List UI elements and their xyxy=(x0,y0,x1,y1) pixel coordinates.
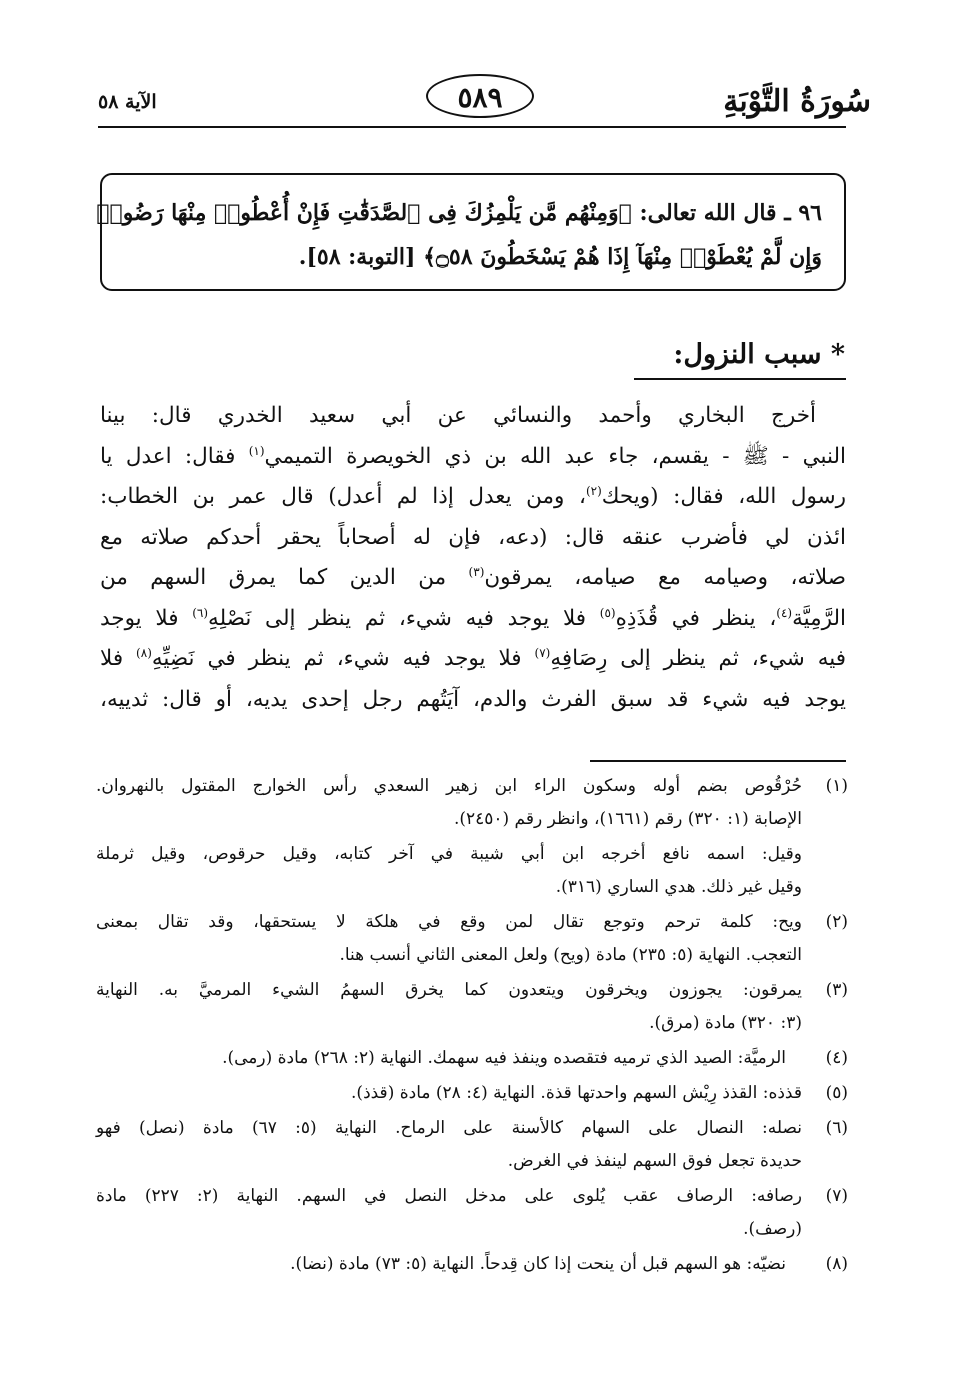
page-number-badge: ٥٨٩ xyxy=(426,74,534,118)
body-span: فيه شيء، ثم ينظر إلى رِصَافِهِ xyxy=(550,646,846,671)
body-line xyxy=(100,599,846,640)
verse-text-1: ﴿وَمِنْهُم مَّن يَلْمِزُكَ فِى ٱلصَّدَقَٰتِ فَإِنْ أُعْطُوا۟ مِنْهَا رَضُوا۟ xyxy=(96,200,632,226)
body-span: النبي - ﷺ - يقسم، جاء عبد الله بن ذي الخويصرة التميمي xyxy=(264,443,846,469)
footnote-number: (٤) xyxy=(825,1048,848,1068)
verse-intro: قال الله تعالى: xyxy=(639,200,777,226)
footnote-7 xyxy=(96,1180,848,1246)
footnotes xyxy=(96,770,848,1283)
body-span: فقال: اعدل يا xyxy=(100,443,236,469)
body-line: ائذن لي فأضرب عنقه قال: (دعه، فإن له أصحاباً يحقر أحدكم صلاته مع xyxy=(100,524,846,550)
footnote-marker[interactable]: (٨) xyxy=(136,645,152,660)
section-heading: * سبب النزول: xyxy=(673,339,845,370)
footnote-number: (٧) xyxy=(825,1186,848,1206)
footnote-number: (٨) xyxy=(825,1254,848,1274)
footnote-marker[interactable]: (٥) xyxy=(599,605,616,620)
body-line: يوجد فيه شيء قد سبق الفرث والدم، آيَتُهم رجل إحدى يديه، أو قال: ثدييه، xyxy=(100,686,846,712)
body-line xyxy=(100,437,846,478)
footnote-marker[interactable]: (١) xyxy=(248,443,265,458)
body-text xyxy=(100,396,846,720)
footnote-text: وقيل غير ذلك. هدي الساري (٣١٦). xyxy=(555,877,802,897)
ayah-label: الآية ٥٨ xyxy=(98,91,157,113)
footnote-number: (٦) xyxy=(825,1118,848,1138)
body-line xyxy=(100,477,846,518)
footnote-text: نصله: النصال على السهام كالأسنة على الرماح. النهاية (٥: ٦٧) مادة (نصل) فهو xyxy=(96,1118,802,1138)
body-span: ، ينظر في قُذَذِهِ xyxy=(615,605,777,631)
verse-line-2: وَإِن لَّمْ يُعْطَوْا۟ مِنْهَآ إِذَا هُمْ يَسْخَطُونَ ۝٥٨﴾ [التوبة: ٥٨]. xyxy=(298,244,822,270)
body-span: الرَّمِيَّة xyxy=(792,605,847,631)
body-span: فلا xyxy=(100,646,124,671)
footnote-2 xyxy=(96,906,848,972)
footnote-number xyxy=(802,838,848,904)
footnote-marker[interactable]: (٢) xyxy=(585,483,602,498)
footnote-marker[interactable]: (٣) xyxy=(468,564,485,579)
verse-number: ٩٦ ـ xyxy=(784,200,822,226)
footnote-number: (٥) xyxy=(825,1083,848,1103)
footnote-8 xyxy=(96,1248,848,1281)
surah-title: سُورَةُ التَّوْبَةِ xyxy=(723,84,871,119)
section-heading-underline xyxy=(634,378,846,380)
footnote-4 xyxy=(96,1042,848,1075)
body-span: فلا يوجد فيه شيء، ثم ينظر في نَضِيِّهِ xyxy=(151,646,522,671)
verse-line-1 xyxy=(96,191,822,235)
footnote-number: (٣) xyxy=(825,980,848,1000)
footnote-text: ويح: كلمة ترحم وتوجع تقال لمن وقع في هلكة لا يستحقها، وقد تقال بمعنى xyxy=(96,912,802,932)
footnote-text: التعجب. النهاية (٥: ٢٣٥) مادة (ويح) ولعل المعنى الثاني أنسب هنا. xyxy=(339,945,802,965)
footnote-number: (٢) xyxy=(825,912,848,932)
footnote-text: الإصابة (١: ٣٢٠) رقم (١٦٦١)، وانظر رقم (٢٤٥٠). xyxy=(453,809,802,829)
footnote-marker[interactable]: (٤) xyxy=(776,605,793,620)
footnote-3 xyxy=(96,974,848,1040)
footnote-1 xyxy=(96,770,848,836)
footnote-text: (رصف). xyxy=(743,1219,802,1239)
footnote-text: (٣: ٣٢٠) مادة (مرق). xyxy=(649,1013,802,1033)
body-span: رسول الله، فقال: (ويحك xyxy=(601,484,847,509)
footnote-text: حديدة تجعل فوق السهم لينفذ في الغرض. xyxy=(507,1151,802,1171)
body-span: صلاته، وصيامه مع صيامه، يمرقون xyxy=(484,565,846,590)
footnote-text: الرميَّة: الصيد الذي ترميه فتقصده وينفذ فيه سهمك. النهاية (٢: ٢٦٨) مادة (رمى). xyxy=(222,1048,786,1068)
header-divider xyxy=(98,126,846,128)
footnote-marker[interactable]: (٧) xyxy=(534,645,551,660)
body-line xyxy=(100,558,846,599)
footnote-text: حُرْقُوص بضم أوله وسكون الراء ابن زهير السعدي رأس الخوارج المقتول بالنهروان. xyxy=(96,776,802,796)
body-span: ، ومن يعدل إذا لم أعدل) قال عمر بن الخطاب: xyxy=(100,484,586,509)
footnote-number: (١) xyxy=(825,776,848,796)
body-span: من الدين كما يمرق السهم من xyxy=(100,565,447,590)
footnote-text: نضيّه: هو السهم قبل أن ينحت إذا كان قِدحاً. النهاية (٥: ٧٣) مادة (نضا). xyxy=(290,1254,786,1274)
body-span: فلا يوجد xyxy=(100,605,179,631)
footnote-5 xyxy=(96,1077,848,1110)
body-line: أخرج البخاري وأحمد والنسائي عن أبي سعيد الخدري قال: بينا xyxy=(100,403,816,428)
footnote-6 xyxy=(96,1112,848,1178)
footnote-divider xyxy=(590,760,846,762)
footnote-text: وقيل: اسمه نافع أخرجه ابن أبي شيبة في آخر كتابه، وقيل حرقوص، وقيل ثرملة xyxy=(96,844,802,864)
footnote-text: يمرقون: يجوزون ويخرقون ويتعدون كما يخرق السهمُ الشيء المرميَّ به. النهاية xyxy=(96,980,802,1000)
footnote-1-cont xyxy=(96,838,848,904)
verse-box xyxy=(96,173,846,291)
body-line xyxy=(100,639,846,680)
footnote-marker[interactable]: (٦) xyxy=(192,605,209,620)
body-span: فلا يوجد فيه شيء، ثم ينظر إلى نَصْلِهِ xyxy=(208,605,587,631)
footnote-text: رصافه: الرصاف عقب يُلوى على مدخل النصل في السهم. النهاية (٢: ٢٢٧) مادة xyxy=(96,1186,802,1206)
footnote-text: قذذه: القذذ رِيْش السهم واحدتها قذة. النهاية (٤: ٢٨) مادة (قذذ). xyxy=(351,1083,802,1103)
